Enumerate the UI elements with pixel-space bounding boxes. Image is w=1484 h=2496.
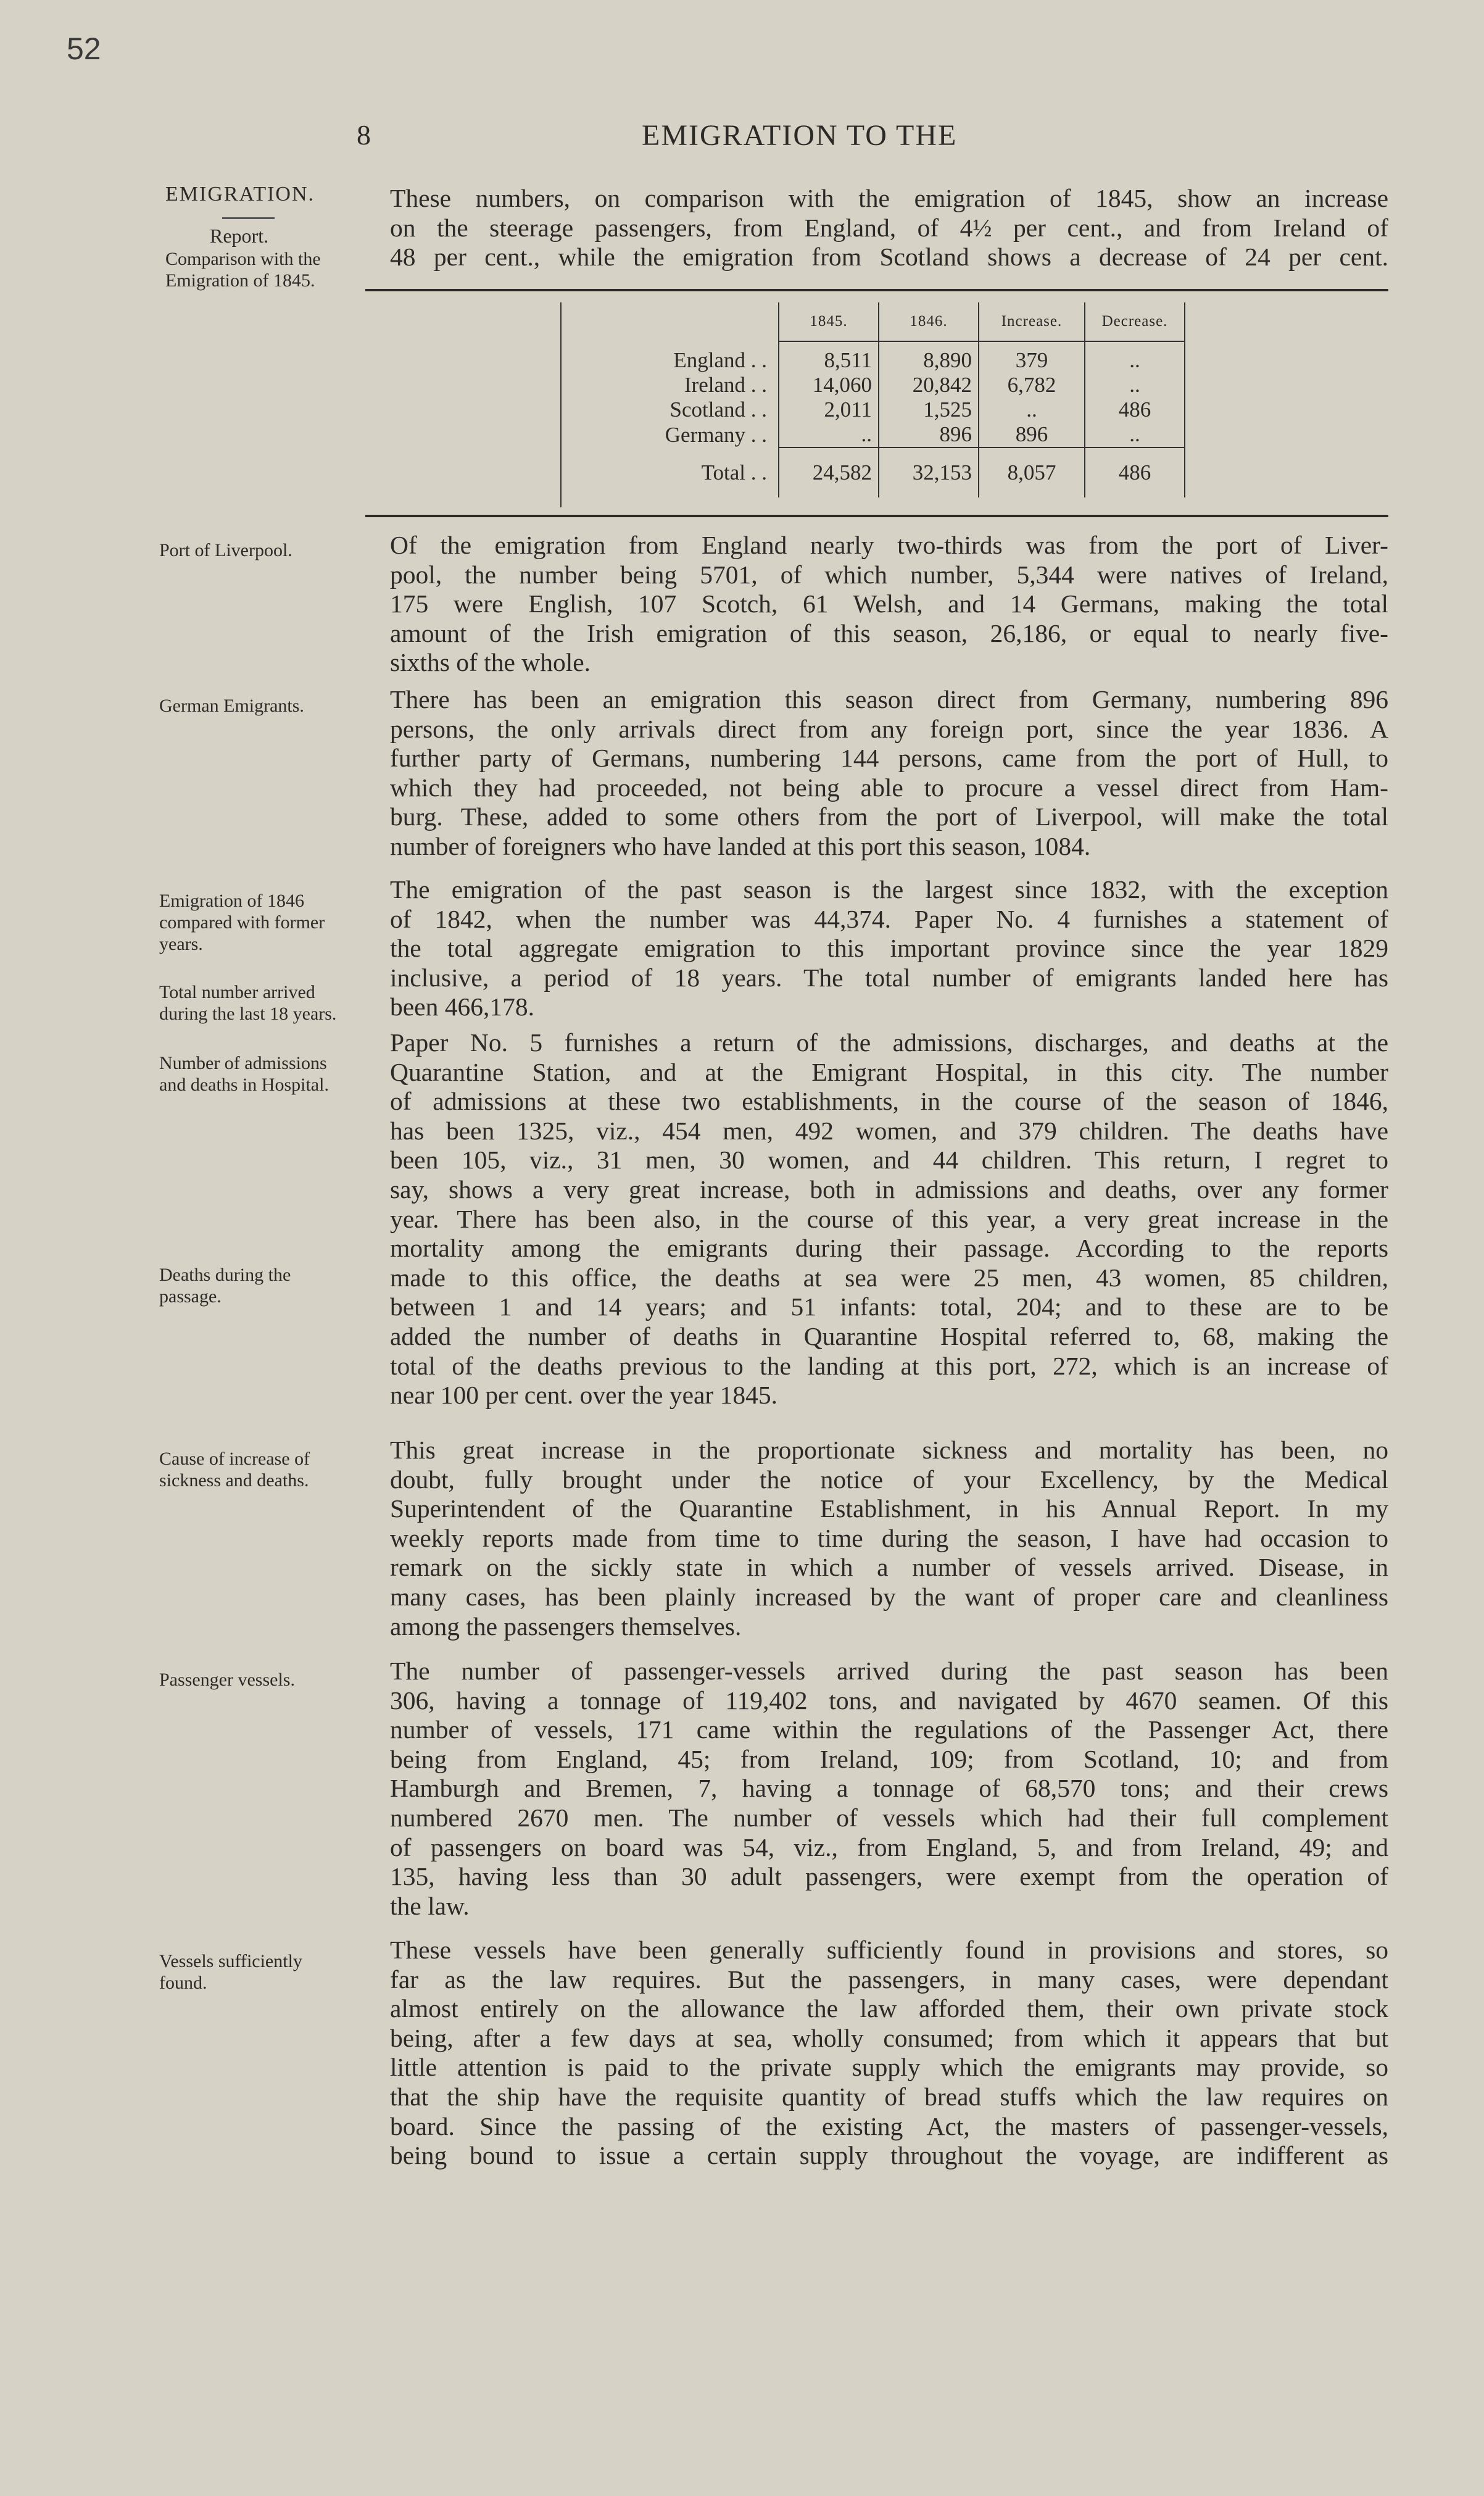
text-line: among the passengers themselves.	[390, 1612, 742, 1641]
text-line: been 105, viz., 31 men, 30 women, and 44 children. This return, I regret to	[390, 1146, 1388, 1175]
paragraph-german	[365, 685, 1388, 862]
paragraph-admissions	[365, 1028, 1388, 1410]
table-row	[560, 422, 1185, 447]
text-line: Paper No. 5 furnishes a return of the admissions, discharges, and deaths at the	[390, 1028, 1388, 1057]
total-increase: 8,057	[979, 447, 1085, 497]
sidebar-divider	[222, 217, 275, 219]
text-line: far as the law requires. But the passengers, in many cases, were dependant	[390, 1965, 1388, 1994]
paragraph-cause	[365, 1436, 1388, 1641]
text-line: almost entirely on the allowance the law afforded them, their own private stock	[390, 1994, 1388, 2023]
table-row	[560, 373, 1185, 397]
text-line: has been 1325, viz., 454 men, 492 women, and 379 children. The deaths have	[390, 1116, 1388, 1145]
paragraph-passenger-vessels	[365, 1657, 1388, 1921]
text-line: inclusive, a period of 18 years. The total number of emigrants landed here has	[390, 963, 1388, 992]
text-line: being bound to issue a certain supply throughout the voyage, are indifferent as	[390, 2141, 1388, 2170]
text-line: numbered 2670 men. The number of vessels which had their full complement	[390, 1803, 1388, 1832]
cell-increase: 379	[979, 348, 1085, 373]
text-line: weekly reports made from time to time during the season, I have had occasion to	[390, 1523, 1388, 1552]
row-country: Germany . .	[665, 422, 767, 447]
table-header-row	[560, 302, 1185, 341]
text-line: the law.	[390, 1891, 470, 1920]
margin-note-cause: Cause of increase of sickness and deaths.	[159, 1449, 310, 1491]
cell-increase: 6,782	[979, 373, 1085, 397]
col-header-increase: Increase.	[979, 302, 1085, 341]
text-line: burg. These, added to some others from the port of Liverpool, will make the total	[390, 802, 1388, 831]
text-line: sixths of the whole.	[390, 648, 591, 677]
text-line: year. There has been also, in the course of this year, a very great increase in the	[390, 1204, 1388, 1233]
text-line: made to this office, the deaths at sea were 25 men, 43 women, 85 children,	[390, 1263, 1388, 1292]
cell-1846: 1,525	[879, 397, 979, 422]
col-header-1845: 1845.	[779, 302, 879, 341]
text-line: These vessels have been generally sufficiently found in provisions and stores, so	[390, 1936, 1388, 1964]
cell-increase: ..	[979, 397, 1085, 422]
cell-1846: 896	[879, 422, 979, 447]
text-line: 48 per cent., while the emigration from Scotland shows a decrease of 24 per cent.	[390, 243, 1388, 272]
paragraph-liverpool	[365, 531, 1388, 678]
cell-decrease: ..	[1085, 373, 1185, 397]
text-line: The emigration of the past season is the largest since 1832, with the exception	[390, 875, 1388, 904]
total-label: Total . .	[701, 460, 767, 485]
text-line: Of the emigration from England nearly two-thirds was from the port of Liver-	[390, 531, 1388, 559]
text-line: mortality among the emigrants during their passage. According to the reports	[390, 1234, 1388, 1263]
text-line: the total aggregate emigration to this important province since the year 1829	[390, 934, 1388, 963]
paragraph-comparison	[365, 184, 1388, 272]
text-line: persons, the only arrivals direct from any foreign port, since the year 1836. A	[390, 714, 1388, 743]
cell-1845: 14,060	[779, 373, 879, 397]
text-line: that the ship have the requisite quantity of bread stuffs which the law requires on	[390, 2082, 1388, 2111]
running-title: EMIGRATION TO THE	[642, 119, 958, 152]
text-line: number of vessels, 171 came within the regulations of the Passenger Act, there	[390, 1715, 1388, 1744]
margin-note-liverpool: Port of Liverpool.	[159, 540, 292, 560]
cell-decrease: ..	[1085, 348, 1185, 373]
text-line: of passengers on board was 54, viz., from England, 5, and from Ireland, 49; and	[390, 1832, 1388, 1862]
row-country: Scotland . .	[669, 397, 767, 422]
table-total-row	[560, 447, 1185, 497]
text-line: pool, the number being 5701, of which number, 5,344 were natives of Ireland,	[390, 560, 1388, 589]
text-line: The number of passenger-vessels arrived during the past season has been	[390, 1657, 1388, 1685]
total-1846: 32,153	[879, 447, 979, 497]
total-1845: 24,582	[779, 447, 879, 497]
emigration-table	[560, 302, 1185, 497]
cell-1846: 8,890	[879, 348, 979, 373]
text-line: remark on the sickly state in which a number of vessels arrived. Disease, in	[390, 1553, 1388, 1582]
text-line: 306, having a tonnage of 119,402 tons, and navigated by 4670 seamen. Of this	[390, 1686, 1388, 1715]
text-line: on the steerage passengers, from England, of 4½ per cent., and from Ireland of	[390, 213, 1388, 242]
cell-1845: 2,011	[779, 397, 879, 422]
text-line: little attention is paid to the private supply which the emigrants may provide, so	[390, 2053, 1388, 2082]
row-country: England . .	[673, 348, 767, 372]
col-header-decrease: Decrease.	[1085, 302, 1185, 341]
table-bottom-rule	[365, 515, 1388, 517]
text-line: 135, having less than 30 adult passengers, were exempt from the operation of	[390, 1862, 1388, 1891]
cell-1845: ..	[779, 422, 879, 447]
margin-note-total-18-years: Total number arrived during the last 18 years.	[159, 982, 337, 1024]
margin-note-deaths: Deaths during the passage.	[159, 1265, 291, 1307]
text-line: say, shows a very great increase, both in admissions and deaths, over any former	[390, 1175, 1388, 1204]
text-line: near 100 per cent. over the year 1845.	[390, 1381, 777, 1410]
text-line: added the number of deaths in Quarantine Hospital referred to, 68, making the	[390, 1321, 1388, 1350]
text-line: being from England, 45; from Ireland, 109; from Scotland, 10; and from	[390, 1744, 1388, 1773]
paragraph-vessels-found	[365, 1936, 1388, 2171]
paragraph-emigration-1846	[365, 875, 1388, 1022]
col-header-1846: 1846.	[879, 302, 979, 341]
sidebar-heading: EMIGRATION.	[165, 183, 315, 206]
text-line: amount of the Irish emigration of this season, 26,186, or equal to nearly five-	[390, 618, 1388, 647]
text-line: further party of Germans, numbering 144 persons, came from the port of Hull, to	[390, 744, 1388, 773]
text-line: between 1 and 14 years; and 51 infants: total, 204; and to these are to be	[390, 1292, 1388, 1321]
text-line: Hamburgh and Bremen, 7, having a tonnage of 68,570 tons; and their crews	[390, 1774, 1388, 1803]
table-top-rule	[365, 289, 1388, 291]
scan-page-number: 52	[67, 31, 101, 66]
text-line: doubt, fully brought under the notice of your Excellency, by the Medical	[390, 1465, 1388, 1494]
text-line: There has been an emigration this season direct from Germany, numbering 896	[390, 685, 1388, 713]
text-line: 175 were English, 107 Scotch, 61 Welsh, and 14 Germans, making the total	[390, 589, 1388, 618]
cell-decrease: ..	[1085, 422, 1185, 447]
text-line: being, after a few days at sea, wholly consumed; from which it appears that but	[390, 2023, 1388, 2052]
cell-1846: 20,842	[879, 373, 979, 397]
text-line: These numbers, on comparison with the emigration of 1845, show an increase	[390, 184, 1388, 212]
margin-note-comparison: Comparison with the Emigration of 1845.	[165, 249, 321, 291]
table-row	[560, 348, 1185, 373]
cell-1845: 8,511	[779, 348, 879, 373]
text-line: many cases, has been plainly increased by the want of proper care and cleanliness	[390, 1582, 1388, 1611]
text-line: of admissions at these two establishments, in the course of the season of 1846,	[390, 1087, 1388, 1116]
margin-note-vessels-found: Vessels sufficiently found.	[159, 1951, 302, 1993]
text-line: board. Since the passing of the existing Act, the masters of passenger-vessels,	[390, 2111, 1388, 2140]
margin-note-admissions: Number of admissions and deaths in Hospital.	[159, 1053, 329, 1095]
text-line: Quarantine Station, and at the Emigrant Hospital, in this city. The number	[390, 1057, 1388, 1086]
margin-note-passenger-vessels: Passenger vessels.	[159, 1670, 295, 1690]
text-line: total of the deaths previous to the landing at this port, 272, which is an increase of	[390, 1351, 1388, 1380]
total-decrease: 486	[1085, 447, 1185, 497]
text-line: number of foreigners who have landed at this port this season, 1084.	[390, 831, 1091, 860]
text-line: of 1842, when the number was 44,374. Paper No. 4 furnishes a statement of	[390, 904, 1388, 933]
text-line: which they had proceeded, not being able to procure a vessel direct from Ham-	[390, 773, 1388, 802]
text-line: been 466,178.	[390, 992, 534, 1021]
page-number: 8	[357, 119, 371, 151]
text-line: Superintendent of the Quarantine Establishment, in his Annual Report. In my	[390, 1494, 1388, 1523]
sidebar-subheading: Report.	[210, 225, 269, 247]
text-line: This great increase in the proportionate sickness and mortality has been, no	[390, 1436, 1388, 1464]
cell-increase: 896	[979, 422, 1085, 447]
cell-decrease: 486	[1085, 397, 1185, 422]
margin-note-german: German Emigrants.	[159, 696, 304, 716]
table-row	[560, 397, 1185, 422]
margin-note-emigration-1846: Emigration of 1846 compared with former years.	[159, 891, 325, 954]
row-country: Ireland . .	[684, 373, 767, 397]
